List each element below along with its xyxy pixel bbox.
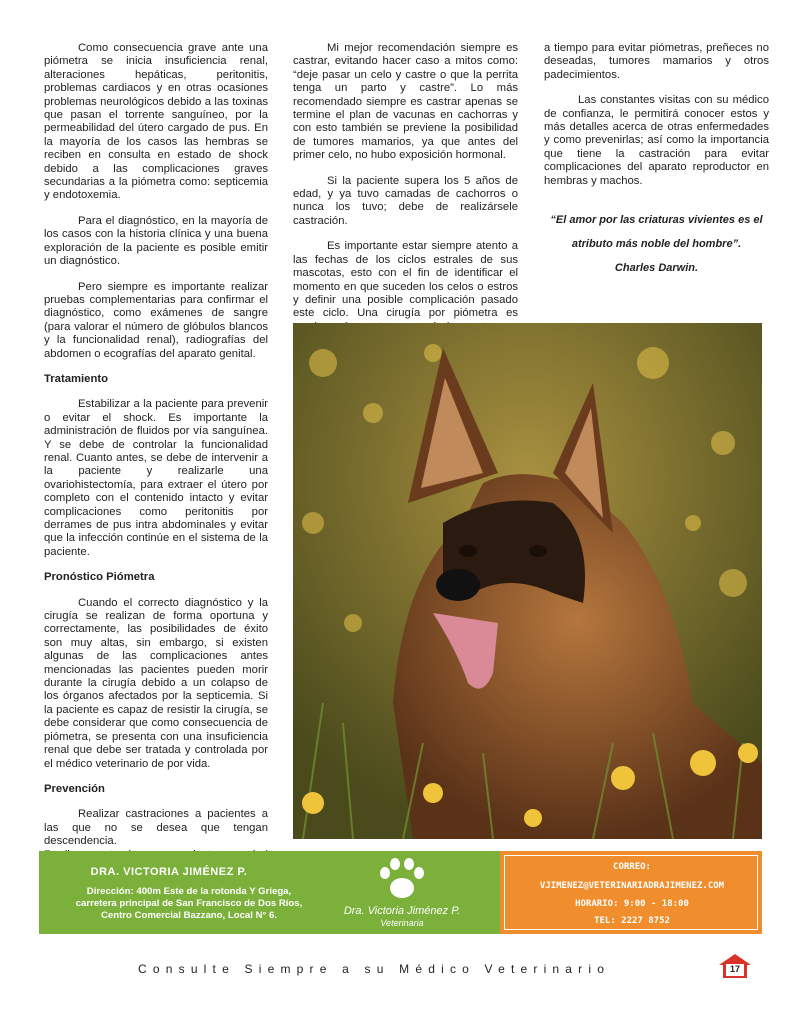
quote-author: Charles Darwin. [614, 262, 699, 275]
email-address[interactable]: VJIMENEZ@VETERINARIADRAJIMENEZ.COM [539, 881, 725, 891]
article-column-3 [544, 42, 769, 280]
section-heading-prevencion: Prevención [44, 782, 105, 795]
paragraph: Pero siempre es importante realizar pruebas complementarias para confirmar el diagnóstico, como exámenes de sangre (para valorar el número de glóbulos blancos y la funcionalidad renal), radiografías del abdomen o ecografías del aparato genital. [44, 280, 268, 360]
paragraph: Es importante estar siempre atento a las fechas de los ciclos estrales de sus mascotas, esto con el fin de identificar el momento en que suceden los celos o estros y definir una posible complicación pasado este ciclo. Una cirugía por piómetra es [293, 240, 518, 320]
article-column-2 [293, 42, 518, 360]
section-heading-pronostico: Pronóstico Piómetra [44, 571, 155, 584]
paragraph: Para el diagnóstico, en la mayoría de los casos con la historia clínica y una buena exploración de la paciente es posible emitir un diagnóstico. [44, 214, 268, 268]
article-column-1 [44, 42, 268, 902]
contact-footer [39, 851, 762, 934]
quote-text: “El amor por las criaturas vivientes es el atributo más noble del hombre”. [550, 214, 763, 251]
dog-illustration [293, 323, 762, 839]
paragraph: Si la paciente supera los 5 años de edad, y ya tuvo camadas de cachorros o nunca los tuvo; debe de realizársele castración. [293, 174, 518, 227]
page-number-badge [716, 953, 754, 979]
clinic-address: Dirección: 400m Este de la rotonda Y Griega, carretera principal de San Francisco de Dos Ríos, Centro Comercial Bazzano, Local N° 6. [75, 886, 303, 921]
opening-hours: HORARIO: 9:00 - 18:00 [575, 899, 689, 909]
paragraph: a tiempo para evitar piómetras, preñeces no deseadas, tumores mamarios y otros padecimientos. [544, 42, 769, 81]
clinic-logo [327, 855, 477, 930]
address-panel [39, 851, 500, 934]
doctor-name: DRA. VICTORIA JIMÉNEZ P. [90, 866, 248, 878]
paragraph: Las constantes visitas con su médico de confianza, le permitirá conocer estos y más detalles acerca de otras enfermedades y como prevenirlas; así como la importancia que tiene la castración para evitar complicaciones del aparato reproductor en hembras y machos. [544, 94, 769, 187]
section-heading-tratamiento: Tratamiento [44, 372, 109, 385]
paragraph: Cuando el correcto diagnóstico y la cirugía se realizan de forma oportuna y correctamente, las posibilidades de éxito son muy altas, sin embargo, si existen algunas de las complicaciones antes mencionadas las pacientes pueden morir durante la cirugía debido a un colapso de los órganos afectados por la septicemia. Si la paciente es capaz de resistir la cirugía, se debe considerar que como consecuencia de piómetra, se presenta con una insuficiencia renal que debe ser tratada y controlada por el médico veterinario de por vida. [44, 596, 268, 770]
contact-frame [504, 855, 758, 930]
quote-block [544, 208, 769, 280]
paw-icon [327, 855, 477, 905]
page-number: 17 [729, 964, 740, 974]
logo-subtitle: Veterinaria [380, 918, 424, 928]
german-shepherd-photo [293, 323, 762, 839]
email-label: CORREO: [613, 862, 651, 872]
paragraph: Realizar castraciones a pacientes a las que no se desea que tengan descendencia. [44, 808, 268, 848]
phone-number: TEL: 2227 8752 [594, 916, 670, 926]
paragraph: Mi mejor recomendación siempre es castrar, evitando hacer caso a mitos como: “deje pasar un celo y castre o que la perrita tenga un parto y castre”. Lo más recomendado siempre es castrar apenas se termine el plan de vacunas en cachorras y con esto también se previene la posibilidad de tumores mamarios, ya que antes del primer celo, no hubo exposición hormonal. [293, 42, 518, 162]
logo-name: Dra. Victoria Jiménez P. [343, 905, 461, 917]
contact-panel [500, 851, 762, 934]
paragraph: Estabilizar a la paciente para prevenir o evitar el shock. Es importante la administración de fluidos por vía sanguínea. Y se debe de controlar la funcionalidad renal. Cuanto antes, se debe de intervenir a la paciente y realizarle una ovariohistectomía, para extraer el útero por completo con el contenido intacto y evitar complicaciones como peritonitis por derrames de pus intra abdominales y evitar que la infección continúe en el sistema de la paciente. [44, 398, 268, 558]
paragraph: Como consecuencia grave ante una piómetra se inicia insuficiencia renal, alteraciones hepáticas, peritonitis, problemas cardiacos y en otras ocasiones problemas neurológicos debido a las toxinas que pasan el torrente sanguíneo, por la permeabilidad del útero cargado de pus. En la mayoría de los casos las hembras se reciben en consulta en estado de shock debido a las complicaciones graves secundarias a la piómetra como: septicemia y endotoxemia. [44, 42, 268, 202]
slogan: Consulte Siempre a su Médico Veterinario [138, 962, 611, 976]
